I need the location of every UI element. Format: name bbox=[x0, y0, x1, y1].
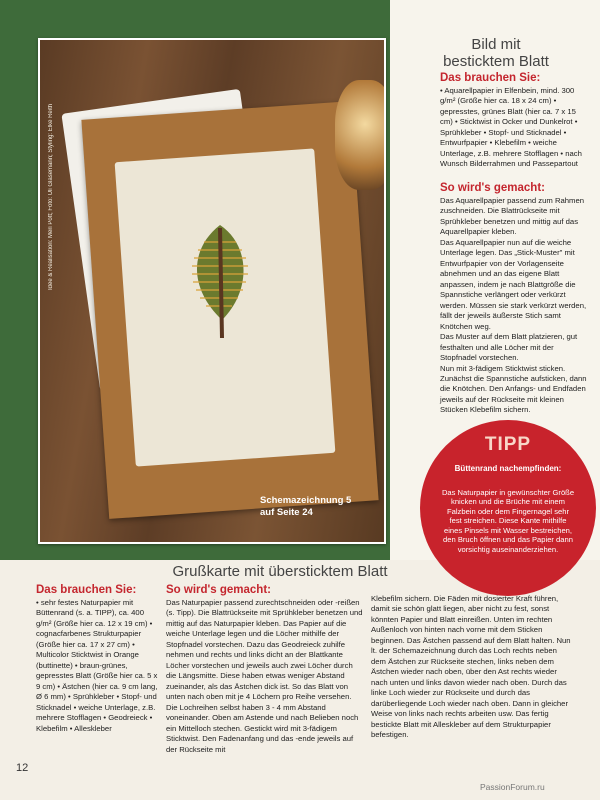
schema-callout bbox=[260, 495, 386, 519]
page-number: 12 bbox=[16, 762, 29, 774]
bottom-article-title: Grußkarte mit übersticktem Blatt bbox=[172, 563, 388, 580]
bottom-materials-list: • sehr festes Naturpapier mit Büttenrand (s. a. TIPP), ca. 400 g/m² (Größe hier ca. 12 x 19 cm) • cognacfarbenes Strukturpapier (Größe hier ca. 17 x 27 cm) • Multicolor Sticktwist in Orange (buttinette) • braun-grünes, gepresstes Blatt (Größe hier ca. 5 x 9 cm) • Ästchen (hier ca. 9 cm lang, Ø 6 mm) • Sprühkleber • Stopf- und Sticknadel • weiche Unterlage, z.B. mehrere Stofflagen • Geodreieck • Klebefilm • Alleskleber bbox=[36, 598, 158, 733]
right-article-title bbox=[396, 36, 596, 71]
right-step-1: Das Aquarellpapier passend zum Rahmen zuschneiden. Die Blattrückseite mit Sprühkleber benetzen und mittig auf das Aquarellpapier kleben. bbox=[440, 196, 585, 237]
tipp-subtitle: Büttenrand nachempfinden: bbox=[454, 464, 562, 473]
craft-photo bbox=[38, 38, 386, 544]
right-step-2: Das Aquarellpapier nun auf die weiche Unterlage legen. Das „Stick-Muster" mit Entwurfpapier von der Vorlagenseite abnehmen und an das eigene Blatt anpassen, indem je nach Blattgröße die Spannstiche verlängert oder verkürzt werden. Müssen sie stark verkürzt werden, fällt der jeweils äußerste Stich samt Knötchen weg. bbox=[440, 237, 587, 331]
right-title-line2: besticktem Blatt bbox=[443, 53, 549, 71]
watermark: PassionForum.ru bbox=[480, 782, 545, 792]
right-step-3: Das Muster auf dem Blatt platzieren, gut festhalten und alle Löcher mit der Stopfnadel vorstechen. bbox=[440, 332, 578, 363]
right-materials-heading: Das brauchen Sie: bbox=[440, 72, 541, 84]
callout-line2: auf Seite 24 bbox=[260, 506, 313, 518]
photo-credit: Idee & Realisation: Meri Pott; Foto: Uli Glasemann; Styling: Elke Reith bbox=[48, 103, 54, 290]
stitched-leaf-illustration bbox=[180, 220, 260, 340]
tipp-text: Das Naturpapier in gewünschter Größe knicken und die Brüche mit einem Falzbein oder dem Fingernagel sehr fest streichen. Diese Kante mithilfe eines Pinsels mit Wasser bestreichen, den Bruch öffnen und das Papier dann vorsichtig auseinanderziehen. bbox=[441, 488, 575, 554]
callout-line1: Schemazeichnung 5 bbox=[260, 495, 352, 506]
bottom-steps-column-1: Das Naturpapier passend zurechtschneiden oder -reißen (s. Tipp). Die Blattrückseite mit Sprühkleber benetzen und mittig auf das Naturpapier kleben. Das Papier auf die weiche Unterlage legen und die Löcher mithilfe der Stopfnadel vorstechen. Dazu das Geodreieck zuhilfe nehmen und rechts und links dicht an der Blattkante Löcher vorstechen und jeweils auch zwei Löcher durch die Längsmitte. Diese haben etwas weniger Abstand zueinander, als das Ästchen dick ist. So das Blatt von unten nach oben mit je 4 Löchern pro Reihe versehen. Die Lochreihen selbst haben 3 - 4 mm Abstand voneinander. Oben am Astende und nach Belieben noch ein Mittelloch stechen. Gestickt wird mit 3-fädigem Sticktwist. Den Fadenanfang und das -ende jeweils auf der Rückseite mit bbox=[166, 598, 363, 754]
right-title-line1: Bild mit bbox=[471, 36, 521, 53]
tipp-title: TIPP bbox=[484, 434, 532, 455]
candle-cup bbox=[335, 80, 386, 190]
bottom-steps-heading: So wird's gemacht: bbox=[166, 584, 271, 596]
right-steps-heading: So wird's gemacht: bbox=[440, 182, 545, 194]
right-step-4: Nun mit 3-fädigem Sticktwist sticken. Zunächst die Spannstiche aufsticken, dann die Knötchen. Den Anfangs- und Endfaden jeweils auf der Rückseite mit kleinen Stücken Klebefilm sichern. bbox=[440, 363, 587, 415]
right-steps bbox=[440, 196, 590, 416]
right-materials-list: • Aquarellpapier in Elfenbein, mind. 300 g/m² (Größe hier ca. 18 x 24 cm) • gepresstes, grünes Blatt (hier ca. 7 x 15 cm) • Sticktwist in Ocker und Dunkelrot • Sprühkleber • Stopf- und Sticknadel • Entwurfpapier • Klebefilm • weiche Unterlage, z.B. mehrere Stofflagen • nach Wunsch Bilderrahmen und Passepartout bbox=[440, 86, 582, 169]
bottom-materials-heading: Das brauchen Sie: bbox=[36, 584, 137, 596]
tipp-badge bbox=[420, 420, 596, 596]
bottom-steps-column-2: Klebefilm sichern. Die Fäden mit dosierter Kraft führen, damit sie schön glatt liegen, aber nicht zu fest, sonst könnten Papier und Blatt einreißen. Unten im rechten Außenloch von hinten nach vorne mit dem Sticken beginnen. Das Ästchen passend auf dem Blatt halten. Nun lt. der Schemazeichnung durch das Loch rechts neben dem Ästchen zur Rückseite stechen, links neben dem Ästchen wieder nach oben, über den Ast rechts wieder nach unten und links davon wieder nach oben. Durch das linke Loch wieder zur Rückseite und durch das darüberliegende Loch wieder nach oben. Dann in gleicher Weise von links nach rechts arbeiten usw. Das fertig bestickte Blatt mit Alleskleber auf dem Strukturpapier befestigen. bbox=[371, 594, 571, 740]
